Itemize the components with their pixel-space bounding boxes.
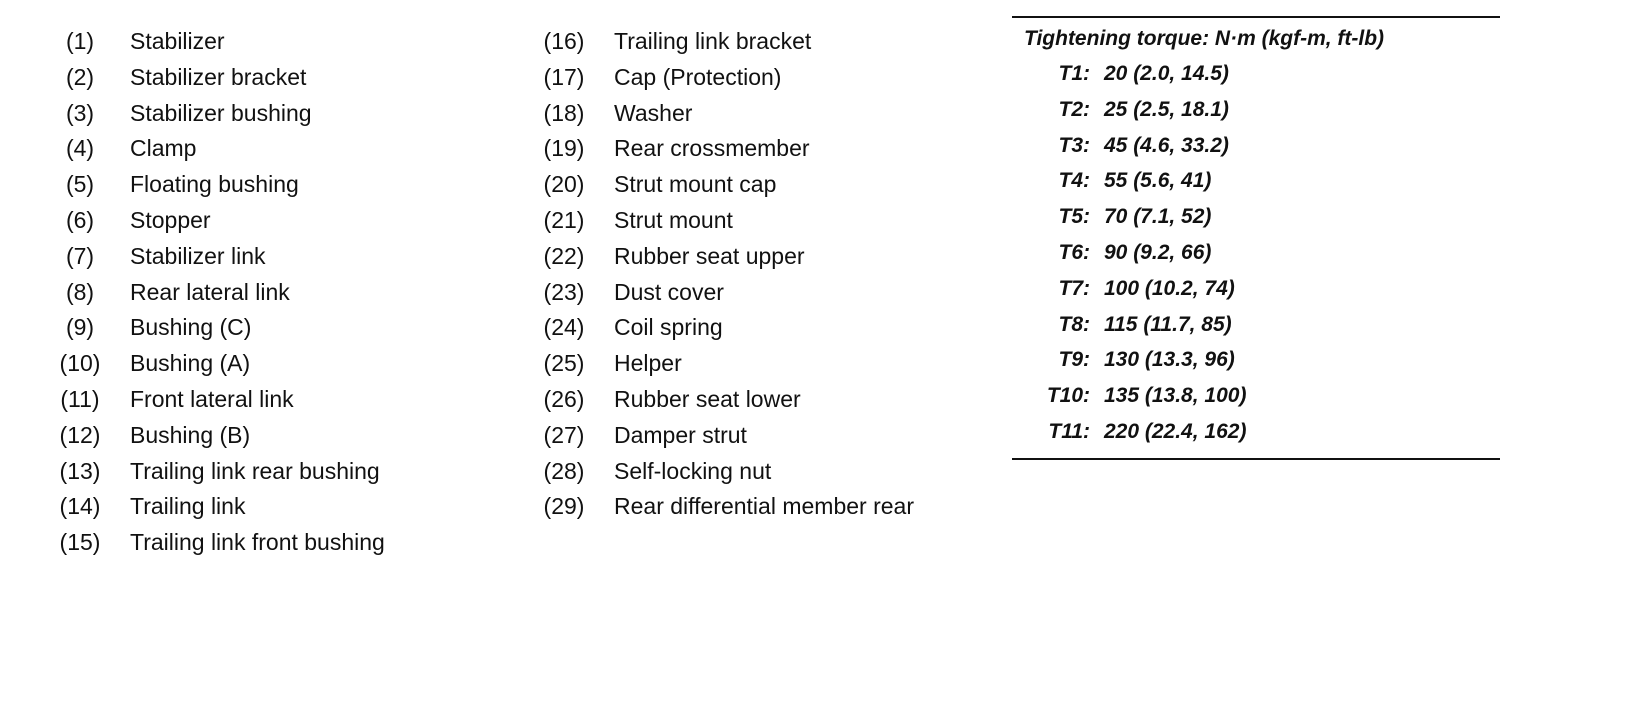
torque-value: 20 (2.0, 14.5) xyxy=(1104,62,1229,85)
part-number: (17) xyxy=(543,63,585,90)
torque-value: 55 (5.6, 41) xyxy=(1104,169,1212,193)
torque-code: T6: xyxy=(1058,240,1090,264)
torque-code: T3: xyxy=(1058,133,1090,157)
part-name: Strut mount xyxy=(614,206,733,233)
part-number: (8) xyxy=(65,278,95,305)
part-name: Washer xyxy=(614,99,693,126)
part-name: Dust cover xyxy=(614,278,724,305)
part-number: (27) xyxy=(543,421,585,448)
torque-value: 100 (10.2, 74) xyxy=(1104,276,1235,300)
part-name: Rear lateral link xyxy=(130,278,290,305)
part-number: (2) xyxy=(65,63,95,90)
part-number: (26) xyxy=(543,385,585,412)
torque-rows xyxy=(1012,56,1500,450)
torque-value: 25 (2.5, 18.1) xyxy=(1104,97,1229,121)
torque-code: T1: xyxy=(1058,62,1090,85)
torque-code: T2: xyxy=(1058,97,1090,121)
torque-value: 45 (4.6, 33.2) xyxy=(1104,133,1229,157)
torque-value: 135 (13.8, 100) xyxy=(1104,384,1247,408)
torque-code: T9: xyxy=(1058,348,1090,372)
part-number: (7) xyxy=(65,242,95,269)
part-number: (20) xyxy=(543,171,585,198)
torque-code: T8: xyxy=(1058,312,1090,336)
part-name: Rubber seat lower xyxy=(614,385,801,412)
part-number: (24) xyxy=(543,314,585,341)
part-number: (12) xyxy=(59,421,101,448)
part-name: Rear crossmember xyxy=(614,135,810,162)
part-name: Stabilizer bushing xyxy=(130,99,312,126)
part-number: (15) xyxy=(59,529,101,556)
part-name: Damper strut xyxy=(614,421,747,448)
part-number: (19) xyxy=(543,135,585,162)
part-name: Strut mount cap xyxy=(614,171,777,198)
part-number: (3) xyxy=(65,99,95,126)
part-number: (16) xyxy=(543,28,585,54)
torque-row xyxy=(1012,414,1500,450)
part-name: Rubber seat upper xyxy=(614,242,805,269)
torque-table-title: Tightening torque: N·m (kgf-m, ft-lb) xyxy=(1024,27,1385,50)
part-number: (13) xyxy=(59,457,101,484)
part-name: Floating bushing xyxy=(130,171,299,198)
torque-code: T5: xyxy=(1058,205,1090,229)
torque-value: 90 (9.2, 66) xyxy=(1104,240,1212,264)
torque-row xyxy=(1012,307,1500,343)
part-name: Trailing link rear bushing xyxy=(130,457,380,484)
part-name: Bushing (C) xyxy=(130,314,252,341)
part-number: (21) xyxy=(543,206,585,233)
part-name: Helper xyxy=(614,350,682,377)
torque-value: 130 (13.3, 96) xyxy=(1104,348,1235,372)
part-name: Self-locking nut xyxy=(614,457,772,484)
part-number: (28) xyxy=(543,457,585,484)
torque-row xyxy=(1012,199,1500,235)
part-number: (22) xyxy=(543,242,585,269)
torque-row xyxy=(1012,128,1500,164)
torque-row xyxy=(1012,56,1500,92)
part-number: (5) xyxy=(65,171,95,198)
part-number: (1) xyxy=(65,28,95,54)
part-number: (18) xyxy=(543,99,585,126)
torque-value: 115 (11.7, 85) xyxy=(1104,312,1232,336)
torque-value: 220 (22.4, 162) xyxy=(1104,419,1247,443)
torque-code: T11: xyxy=(1048,419,1090,443)
part-name: Bushing (B) xyxy=(130,421,251,448)
part-name: Clamp xyxy=(130,135,197,162)
part-number: (25) xyxy=(543,350,585,377)
part-name: Cap (Protection) xyxy=(614,63,782,90)
part-number: (14) xyxy=(59,493,101,520)
part-name: Trailing link bracket xyxy=(614,28,812,54)
torque-row xyxy=(1012,271,1500,307)
torque-row xyxy=(1012,342,1500,378)
torque-table xyxy=(1012,16,1500,460)
part-number: (9) xyxy=(65,314,95,341)
torque-code: T4: xyxy=(1058,169,1090,193)
torque-value: 70 (7.1, 52) xyxy=(1104,205,1212,229)
part-number: (10) xyxy=(59,350,101,377)
part-name: Stabilizer xyxy=(130,28,225,54)
part-number: (11) xyxy=(60,385,100,412)
part-name: Stabilizer bracket xyxy=(130,63,307,90)
part-number: (29) xyxy=(543,493,585,520)
part-name: Trailing link xyxy=(130,493,246,520)
part-name: Rear differential member rear xyxy=(614,493,914,520)
part-name: Bushing (A) xyxy=(130,350,251,377)
torque-row xyxy=(1012,235,1500,271)
torque-row xyxy=(1012,378,1500,414)
part-number: (4) xyxy=(65,135,95,162)
part-name: Trailing link front bushing xyxy=(130,529,385,556)
part-name: Stopper xyxy=(130,206,211,233)
part-name: Stabilizer link xyxy=(130,242,266,269)
torque-row xyxy=(1012,92,1500,128)
part-number: (6) xyxy=(65,206,95,233)
part-name: Coil spring xyxy=(614,314,723,341)
torque-code: T7: xyxy=(1058,276,1090,300)
torque-code: T10: xyxy=(1046,384,1090,408)
part-number: (23) xyxy=(543,278,585,305)
part-name: Front lateral link xyxy=(130,385,294,412)
torque-row xyxy=(1012,163,1500,199)
